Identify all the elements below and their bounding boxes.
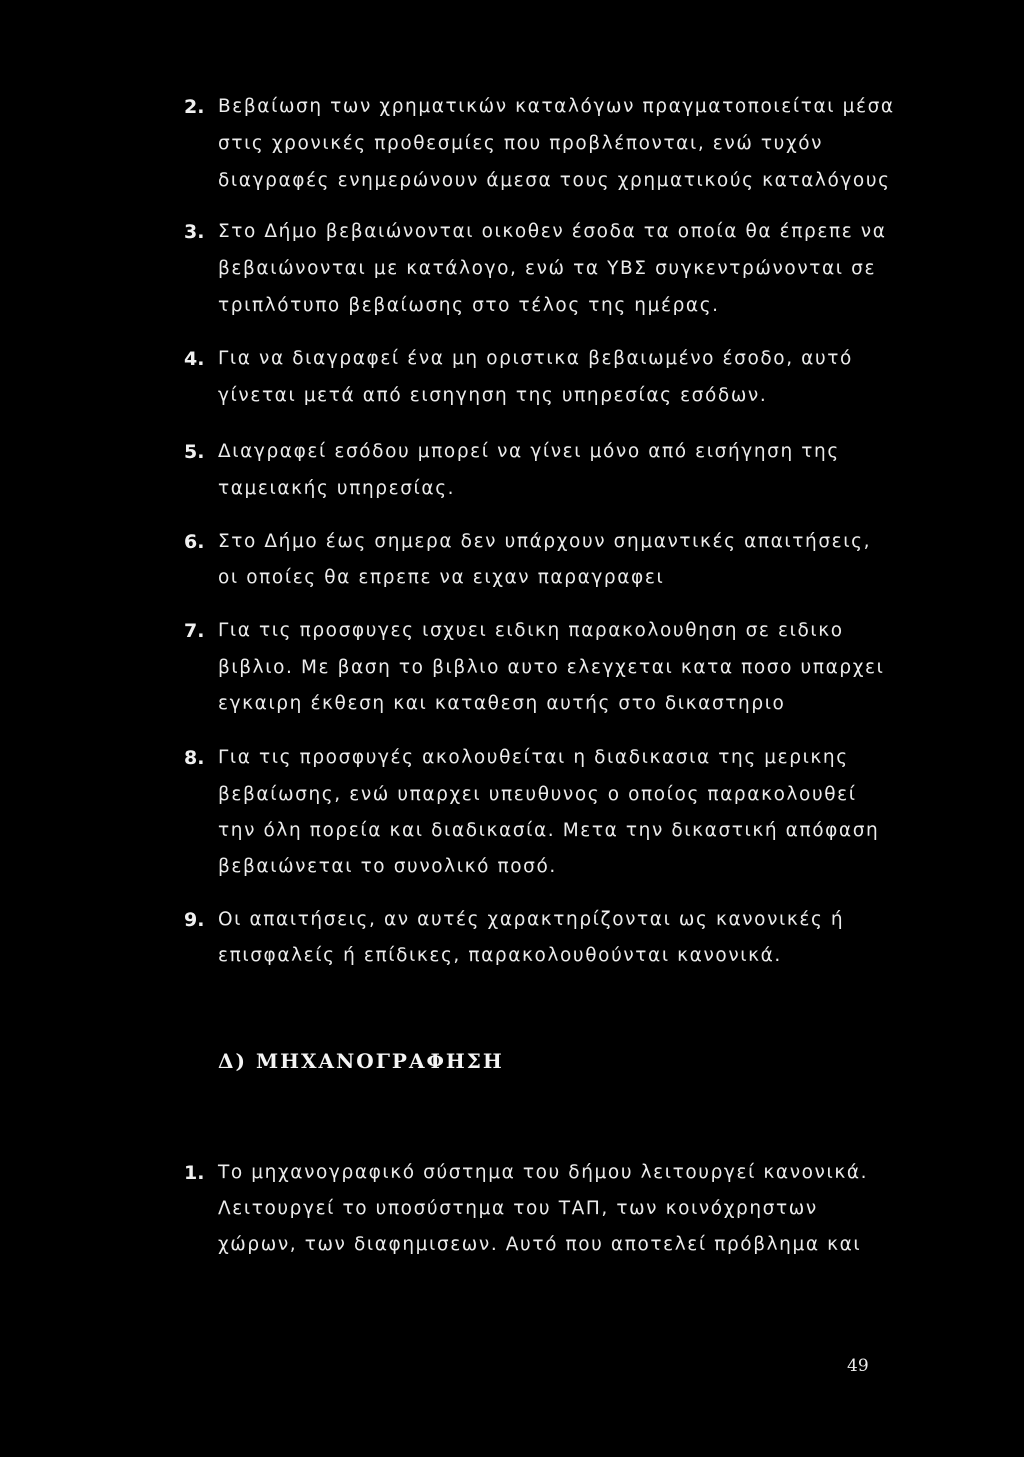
item-line: Για να διαγραφεί ένα μη οριστικα βεβαιωμένο έσοδο, αυτό (218, 348, 853, 369)
item-line: στις χρονικές προθεσμίες που προβλέπονται, ενώ τυχόν (218, 133, 824, 154)
item-line: Οι απαιτήσεις, αν αυτές χαρακτηρίζονται ως κανονικές ή (218, 909, 845, 930)
section-heading: Δ) ΜΗΧΑΝΟΓΡΑΦΗΣΗ (218, 1049, 504, 1073)
item-line: Βεβαίωση των χρηματικών καταλόγων πραγματοποιείται μέσα (218, 96, 895, 117)
item-number: 2. (184, 96, 205, 118)
item-line: Το μηχανογραφικό σύστημα του δήμου λειτουργεί κανονικά. (218, 1162, 869, 1183)
item-line: διαγραφές ενημερώνουν άμεσα τους χρηματικούς καταλόγους (218, 170, 891, 191)
item-number: 9. (184, 909, 205, 931)
item-line: γίνεται μετά από εισηγηση της υπηρεσίας εσόδων. (218, 385, 768, 406)
item-line: επισφαλείς ή επίδικες, παρακολουθούνται κανονικά. (218, 945, 782, 966)
page-number: 49 (847, 1356, 869, 1376)
item-line: εγκαιρη έκθεση και καταθεση αυτής στο δικαστηριο (218, 693, 786, 714)
item-line: Για τις προσφυγες ισχυει ειδικη παρακολουθηση σε ειδικο (218, 620, 844, 641)
item-number: 1. (184, 1162, 205, 1184)
item-number: 8. (184, 747, 205, 769)
item-line: βιβλιο. Με βαση το βιβλιο αυτο ελεγχεται κατα ποσο υπαρχει (218, 657, 885, 678)
item-number: 6. (184, 531, 205, 553)
item-line: Για τις προσφυγές ακολουθείται η διαδικασια της μερικης (218, 747, 849, 768)
item-line: Διαγραφεί εσόδου μπορεί να γίνει μόνο από εισήγηση της (218, 441, 840, 462)
item-line: χώρων, των διαφημισεων. Αυτό που αποτελεί πρόβλημα και (218, 1234, 862, 1255)
item-line: οι οποίες θα επρεπε να ειχαν παραγραφει (218, 567, 665, 588)
item-line: Στο Δήμο βεβαιώνονται οικοθεν έσοδα τα οποία θα έπρεπε να (218, 221, 887, 242)
item-line: Λειτουργεί το υποσύστημα του ΤΑΠ, των κοινόχρηστων (218, 1198, 818, 1219)
item-line: τριπλότυπο βεβαίωσης στο τέλος της ημέρας. (218, 295, 720, 316)
item-line: Στο Δήμο έως σημερα δεν υπάρχουν σημαντικές απαιτήσεις, (218, 531, 872, 552)
item-line: βεβαιώνεται το συνολικό ποσό. (218, 856, 557, 877)
item-number: 4. (184, 348, 205, 370)
item-line: ταμειακής υπηρεσίας. (218, 478, 456, 499)
item-line: βεβαίωσης, ενώ υπαρχει υπευθυνος ο οποίος παρακολουθεί (218, 784, 857, 805)
item-line: την όλη πορεία και διαδικασία. Μετα την δικαστική απόφαση (218, 820, 880, 841)
item-number: 3. (184, 221, 205, 243)
item-line: βεβαιώνονται με κατάλογο, ενώ τα ΥΒΣ συγκεντρώνονται σε (218, 258, 877, 279)
item-number: 7. (184, 620, 205, 642)
item-number: 5. (184, 441, 205, 463)
